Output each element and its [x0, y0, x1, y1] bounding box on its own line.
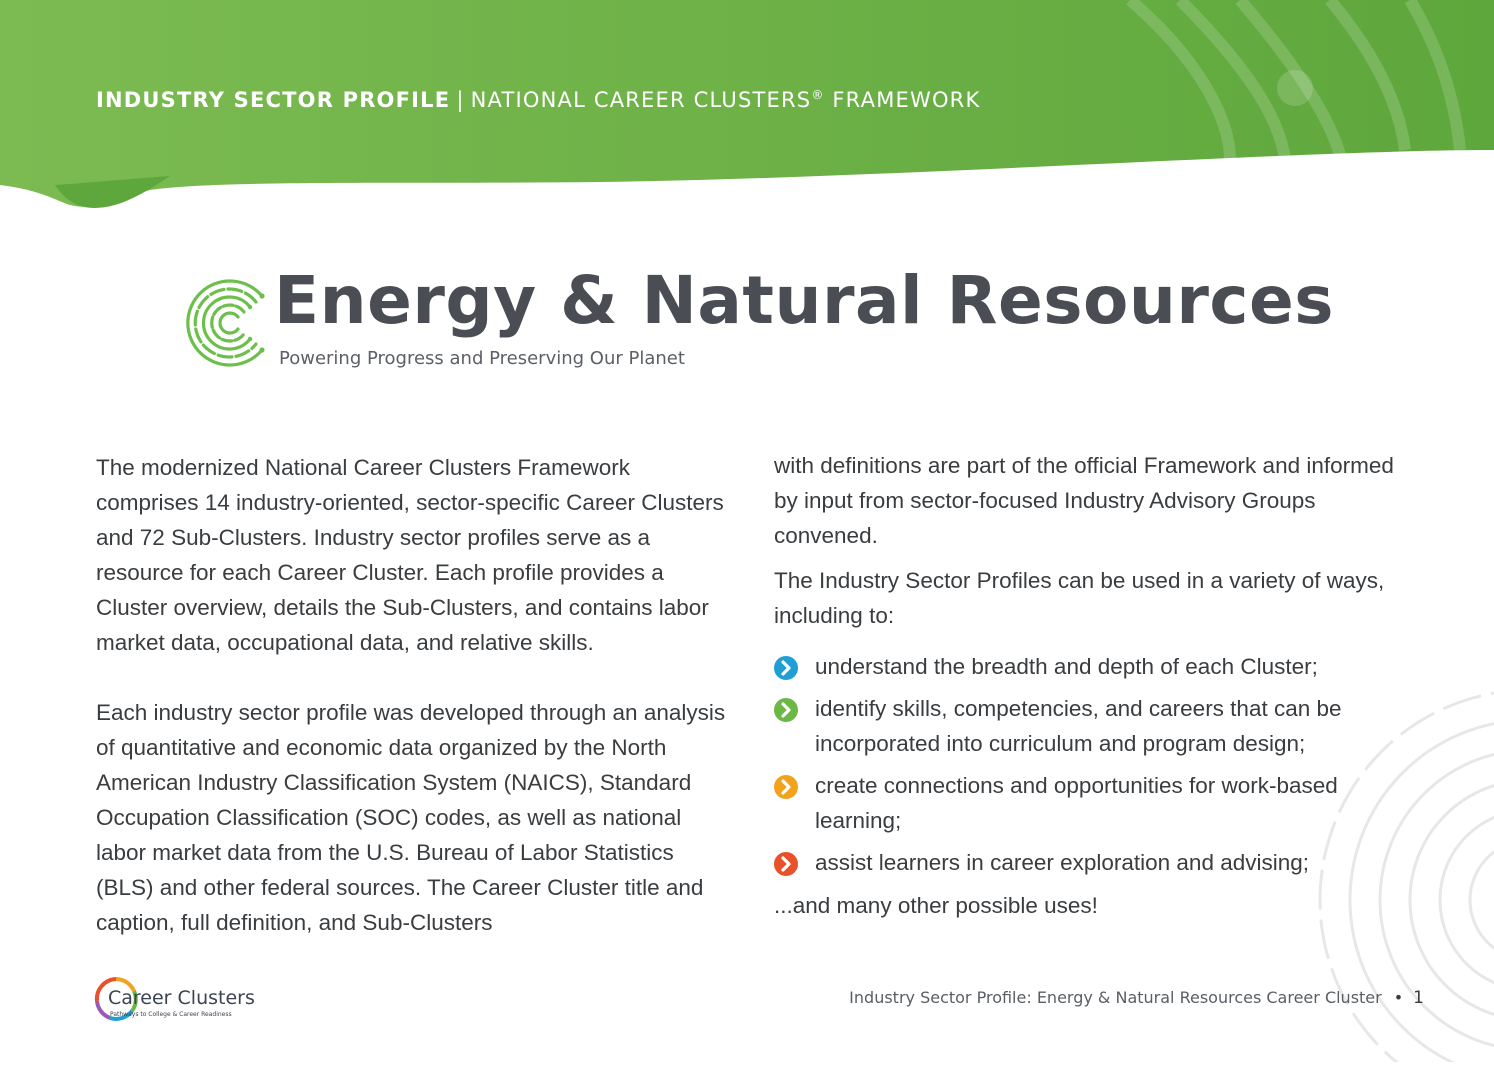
career-cluster-c-logo-icon — [180, 274, 272, 372]
uses-closing: ...and many other possible uses! — [774, 893, 1098, 918]
intro-paragraph: The modernized National Career Clusters Framework comprises 14 industry-oriented, sector-specific Career Clusters and 72 Sub-Clusters. Industry sector profiles serve as a resource for each Career Cluster. Each profile provides a Cluster overview, details the Sub-Clusters, and contains labor market data, occupational data, and relative skills. — [96, 455, 724, 655]
footer-logo-name: Career Clusters — [108, 987, 255, 1009]
chevron-right-icon — [774, 656, 798, 680]
list-item-text: understand the breadth and depth of each Cluster; — [815, 654, 1318, 679]
footer-logo-tagline: Pathways to College & Career Readiness — [110, 1011, 232, 1018]
page-number: 1 — [1413, 988, 1424, 1008]
header-label-bold: INDUSTRY SECTOR PROFILE — [96, 88, 451, 112]
methodology-paragraph: Each industry sector profile was developed through an analysis of quantitative and economic data organized by the North American Industry Classification System (NAICS), Standard Occupation Classification (SOC) codes, as well as national labor market data from the U.S. Bureau of Labor Statistics (BLS) and other federal sources. The Career Cluster title and caption, full definition, and Sub-Clusters — [96, 700, 726, 935]
left-column — [96, 450, 736, 940]
page-footer — [849, 988, 1424, 1008]
page-title: Energy & Natural Resources — [274, 262, 1335, 339]
page-subtitle: Powering Progress and Preserving Our Planet — [279, 348, 685, 369]
footer-profile-label: Industry Sector Profile: Energy & Natural Resources Career Cluster — [849, 988, 1382, 1007]
chevron-right-icon — [774, 698, 798, 722]
methodology-paragraph-continued: with definitions are part of the official Framework and informed by input from sector-focused Industry Advisory Groups convened. — [774, 453, 1394, 548]
chevron-right-icon — [774, 775, 798, 799]
list-item-text: identify skills, competencies, and careers that can be incorporated into curriculum and program design; — [815, 696, 1342, 756]
header-separator: | — [456, 88, 465, 112]
uses-intro: The Industry Sector Profiles can be used in a variety of ways, including to: — [774, 568, 1385, 628]
header-label-suffix: FRAMEWORK — [832, 88, 981, 112]
header-label-regular: NATIONAL CAREER CLUSTERS — [470, 88, 812, 112]
list-item-text: create connections and opportunities for work-based learning; — [815, 773, 1338, 833]
header-label — [96, 88, 980, 112]
career-clusters-logo — [92, 975, 292, 1027]
chevron-right-icon — [774, 852, 798, 876]
registered-mark: ® — [811, 88, 825, 102]
footer-bullet: • — [1393, 988, 1404, 1007]
list-item-text: assist learners in career exploration and advising; — [815, 850, 1310, 875]
